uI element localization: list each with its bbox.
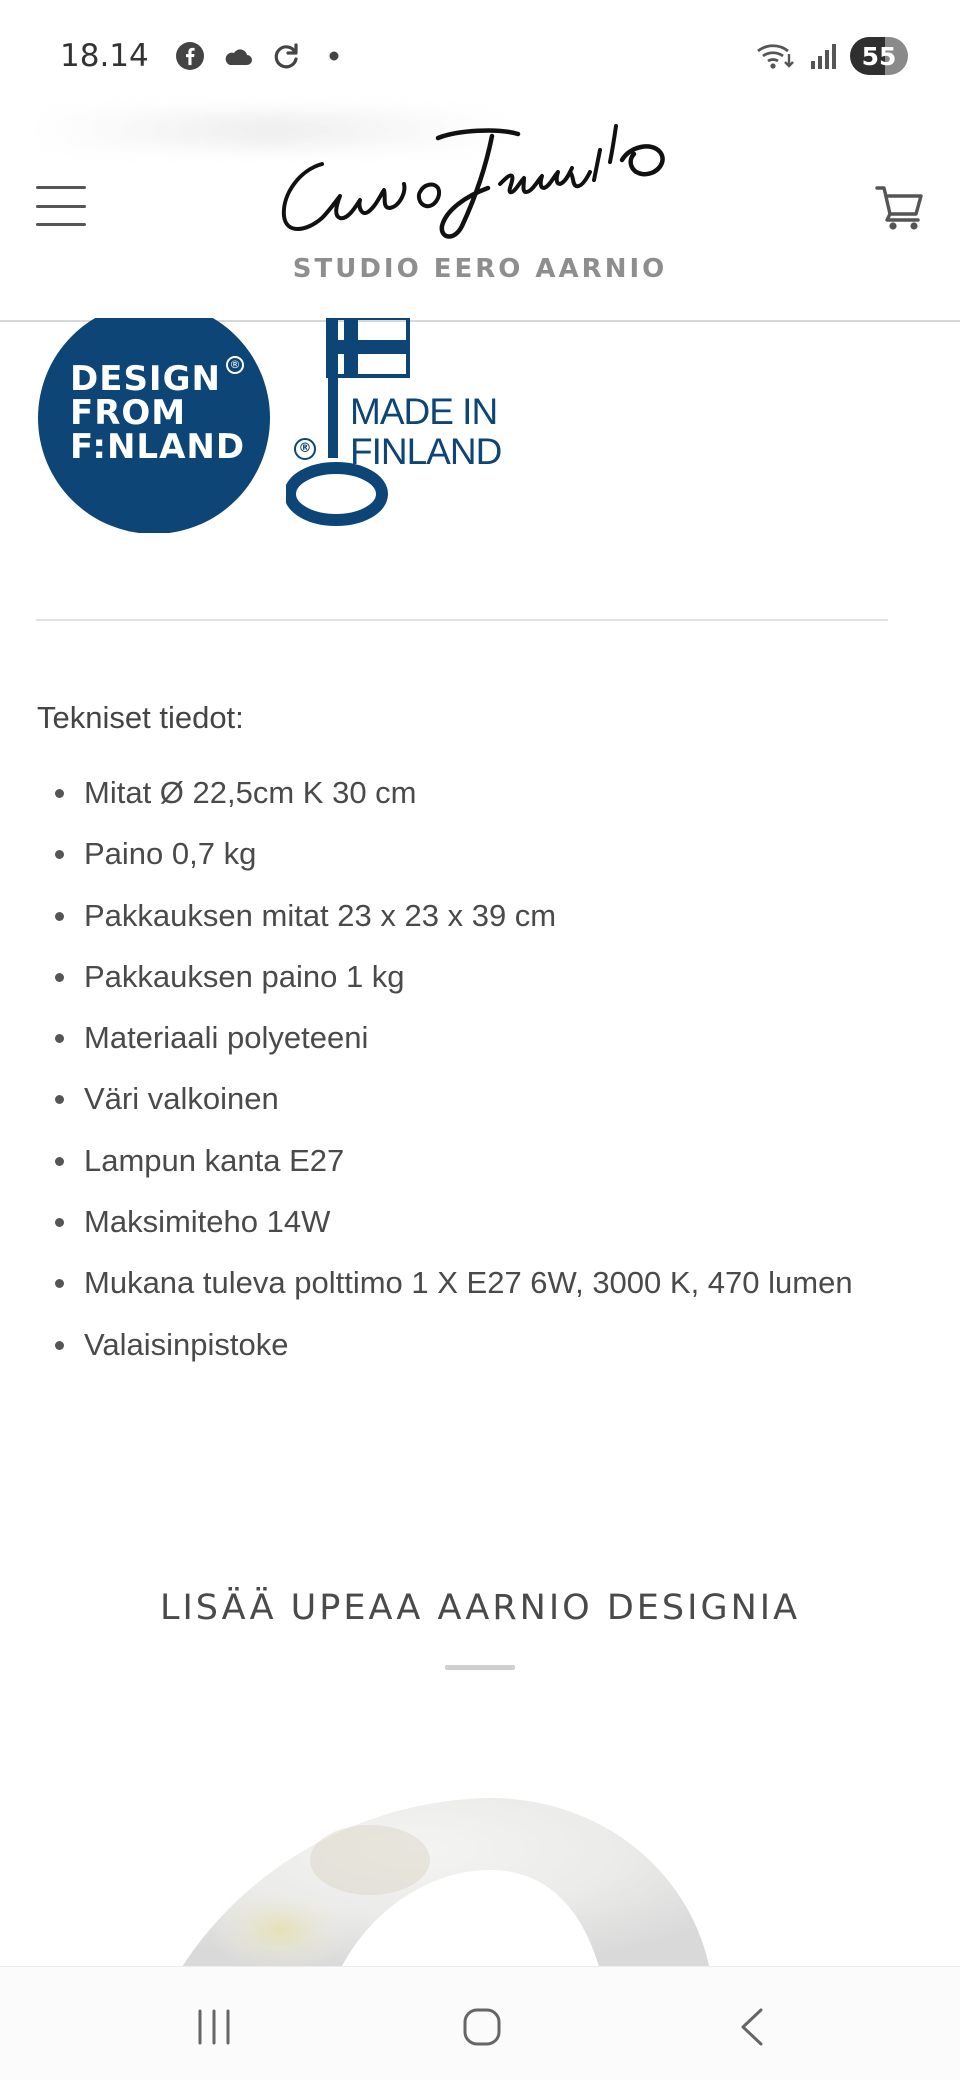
system-nav-bar [0, 1966, 960, 2080]
origin-badges [36, 318, 536, 533]
specs-title: Tekniset tiedot: [37, 700, 244, 735]
design-from-finland-badge [36, 318, 272, 533]
spec-item: Materiaali polyeteeni [37, 1007, 917, 1068]
heading-underline [445, 1665, 515, 1670]
made-in-line-1: MADE IN [350, 391, 498, 432]
spec-item: Valaisinpistoke [37, 1314, 917, 1375]
logo-tagline: STUDIO EERO AARNIO [292, 254, 668, 284]
wifi-icon [756, 39, 796, 73]
battery-level: 55 [850, 37, 908, 75]
spec-item: Lampun kanta E27 [37, 1130, 917, 1191]
signal-icon [806, 39, 840, 73]
site-header [0, 112, 960, 322]
cloud-icon [221, 39, 255, 73]
made-in-line-2: FINLAND [350, 431, 502, 472]
status-time: 18.14 [60, 38, 149, 74]
spec-item: Paino 0,7 kg [37, 823, 917, 884]
spec-item: Maksimiteho 14W [37, 1191, 917, 1252]
made-in-finland-badge [286, 318, 546, 533]
dot-icon [317, 39, 351, 73]
back-icon[interactable] [722, 1997, 782, 2057]
status-left [60, 38, 351, 74]
registered-mark: ® [226, 356, 244, 374]
spec-item: Pakkauksen mitat 23 x 23 x 39 cm [37, 885, 917, 946]
spec-item: Mukana tuleva polttimo 1 X E27 6W, 3000 K, 470 lumen [37, 1252, 917, 1313]
sync-icon [269, 39, 303, 73]
spec-item: Pakkauksen paino 1 kg [37, 946, 917, 1007]
more-designs-heading: LISÄÄ UPEAA AARNIO DESIGNIA [159, 1588, 801, 1628]
spec-item: Mitat Ø 22,5cm K 30 cm [37, 762, 917, 823]
home-icon[interactable] [452, 1997, 512, 2057]
section-divider [36, 619, 888, 621]
product-image-lamp[interactable] [170, 1780, 730, 1970]
recent-apps-icon[interactable] [184, 1997, 244, 2057]
hamburger-menu-icon[interactable] [36, 186, 86, 226]
registered-mark-2: ® [294, 438, 316, 460]
cart-icon[interactable] [874, 180, 926, 232]
status-right [756, 37, 908, 75]
badge-line-3: F:NLAND [70, 427, 246, 467]
facebook-icon [173, 39, 207, 73]
status-bar [0, 0, 960, 112]
spec-item: Väri valkoinen [37, 1068, 917, 1129]
badge-line-2: FROM [70, 393, 187, 433]
specs-list [37, 762, 917, 1375]
studio-eero-aarnio-logo[interactable] [270, 120, 690, 300]
badge-line-1: DESIGN [70, 359, 221, 399]
signature-logo [270, 120, 690, 250]
